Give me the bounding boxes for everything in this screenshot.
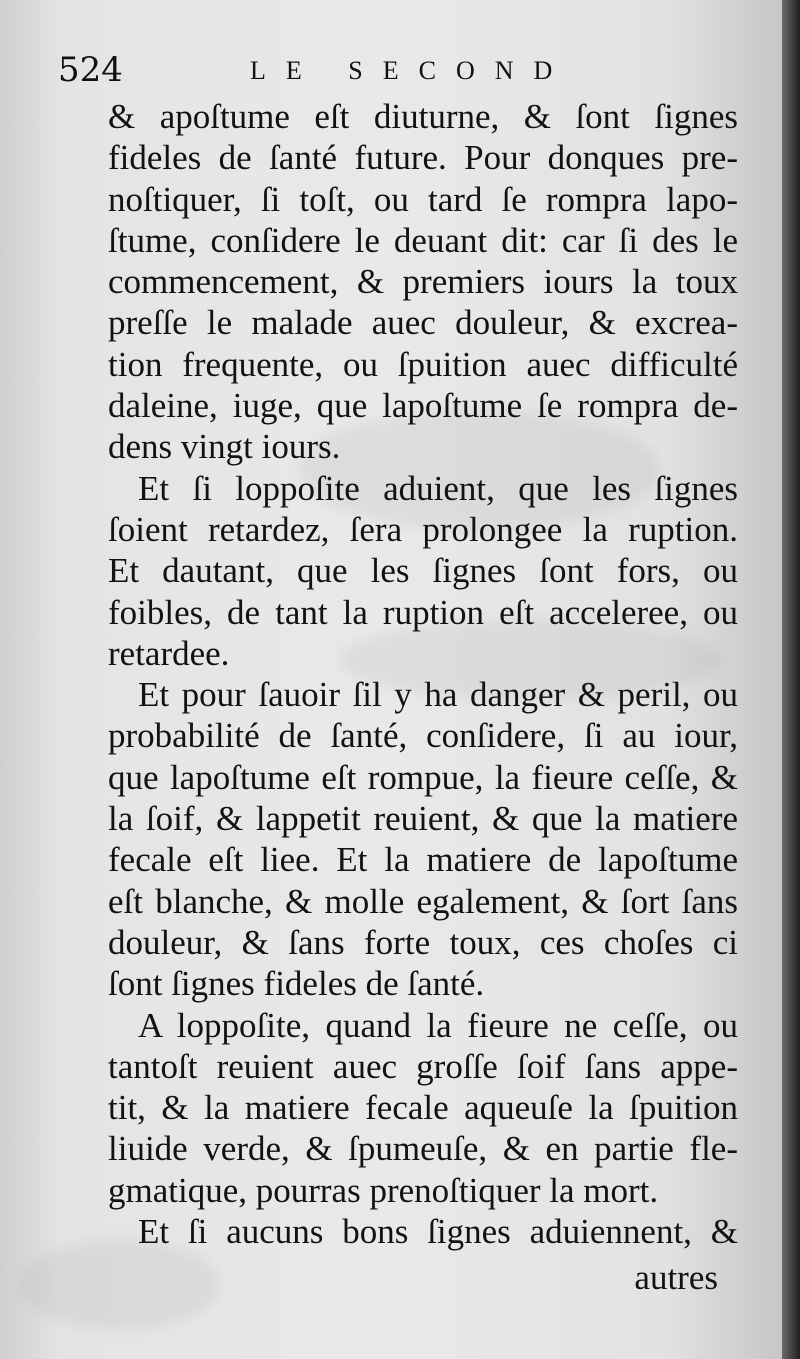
- text-line: fecale eſt liee. Et la matiere de lapoſtume: [108, 840, 738, 880]
- text-line: ſont ſignes fideles de ſanté.: [108, 964, 485, 1004]
- text-line: ſoient retardez, ſera prolongee la ruption.: [108, 509, 738, 549]
- text-line: probabilité de ſanté, conſidere, ſi au iour,: [108, 716, 738, 756]
- text-line: commencement, & premiers iours la toux: [108, 262, 738, 302]
- paragraph-start-line: Et ſi loppoſite aduient, que les ſignes: [138, 468, 738, 508]
- book-gutter-shadow: [782, 0, 800, 1359]
- text-line: eſt blanche, & molle egalement, & ſort ſans: [108, 881, 738, 921]
- text-line: Et dautant, que les ſignes ſont fors, ou: [108, 551, 738, 591]
- text-line: liuide verde, & ſpumeuſe, & en partie fle-: [108, 1129, 738, 1169]
- body-text: [108, 96, 738, 1252]
- text-line: foibles, de tant la ruption eſt acceleree, ou: [108, 592, 738, 632]
- text-line: fideles de ſanté future. Pour donques pre-: [108, 138, 738, 178]
- text-line: tion frequente, ou ſpuition auec difficulté: [108, 344, 738, 384]
- paragraph-start-line: Et ſi aucuns bons ſignes aduiennent, &: [138, 1212, 738, 1252]
- text-line: que lapoſtume eſt rompue, la fieure ceſſe, &: [108, 757, 738, 797]
- text-line: noſtiquer, ſi toſt, ou tard ſe rompra lapo-: [108, 179, 738, 219]
- text-line: dens vingt iours.: [108, 427, 341, 467]
- text-line: & apoſtume eſt diuturne, & ſont ſignes: [108, 97, 738, 136]
- paper-stain: [20, 1240, 220, 1330]
- text-line: tit, & la matiere fecale aqueuſe la ſpuition: [108, 1088, 738, 1128]
- text-line: ſtume, conſidere le deuant dit: car ſi des le: [108, 220, 738, 260]
- text-line: gmatique, pourras prenoſtiquer la mort.: [108, 1170, 659, 1210]
- text-line: retardee.: [108, 633, 230, 673]
- text-line: la ſoif, & lappetit reuient, & que la matiere: [108, 799, 738, 839]
- paragraph-start-line: A loppoſite, quand la fieure ne ceſſe, ou: [138, 1005, 738, 1045]
- text-line: preſſe le malade auec douleur, & excrea-: [108, 303, 738, 343]
- running-head: LE SECOND: [250, 56, 573, 85]
- paragraph-start-line: Et pour ſauoir ſil y ha danger & peril, ou: [138, 675, 738, 715]
- text-line: douleur, & ſans forte toux, ces choſes ci: [108, 922, 738, 962]
- catchword: autres: [634, 1258, 718, 1297]
- page-number: 524: [58, 50, 123, 90]
- text-line: tantoſt reuient auec groſſe ſoif ſans appe-: [108, 1046, 738, 1086]
- text-line: daleine, iuge, que lapoſtume ſe rompra de-: [108, 386, 738, 426]
